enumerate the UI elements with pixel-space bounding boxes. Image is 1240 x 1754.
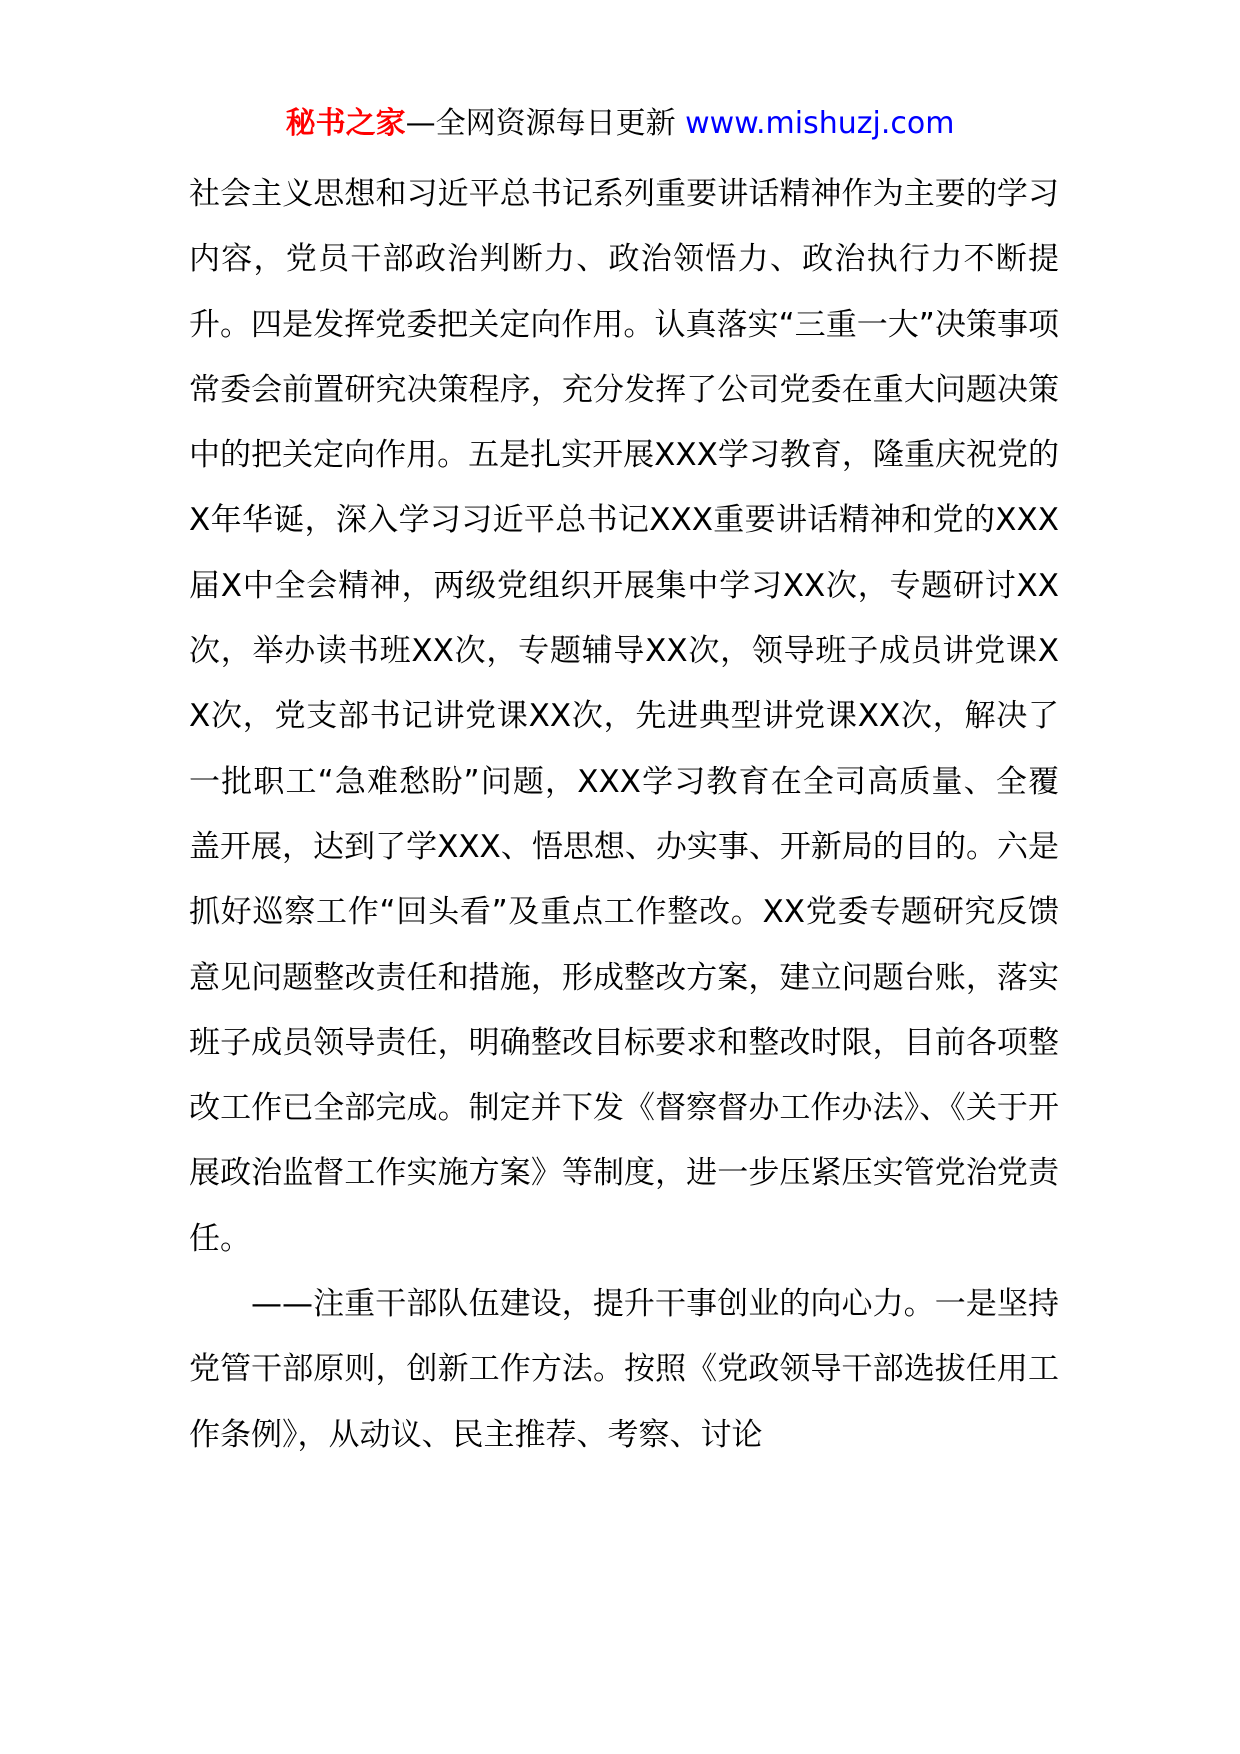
header-tagline: —全网资源每日更新 (405, 106, 676, 141)
website-link[interactable]: www.mishuzj.com (685, 106, 955, 141)
brand-name: 秘书之家 (285, 106, 406, 141)
document-body (189, 162, 1059, 1468)
paragraph-cadre-team: ——注重干部队伍建设，提升干事创业的向心力。一是坚持党管干部原则，创新工作方法。按照《党政领导干部选拔任用工作条例》，从动议、民主推荐、考察、讨论 (189, 1286, 1059, 1453)
paragraph-continuation: 社会主义思想和习近平总书记系列重要讲话精神作为主要的学习内容，党员干部政治判断力、政治领悟力、政治执行力不断提升。四是发挥党委把关定向作用。认真落实“三重一大”决策事项常委会前置研究决策程序，充分发挥了公司党委在重大问题决策中的把关定向作用。五是扎实开展XXX学习教育，隆重庆祝党的X年华诞，深入学习习近平总书记XXX重要讲话精神和党的XXX届X中全会精神，两级党组织开展集中学习XX次，专题研讨XX次，举办读书班XX次，专题辅导XX次，领导班子成员讲党课XX次，党支部书记讲党课XX次，先进典型讲党课XX次，解决了一批职工“急难愁盼”问题，XXX学习教育在全司高质量、全覆盖开展，达到了学XXX、悟思想、办实事、开新局的目的。六是抓好巡察工作“回头看”及重点工作整改。XX党委专题研究反馈意见问题整改责任和措施，形成整改方案，建立问题台账，落实班子成员领导责任，明确整改目标要求和整改时限，目前各项整改工作已全部完成。制定并下发《督察督办工作办法》、《关于开展政治监督工作实施方案》等制度，进一步压紧压实管党治党责任。 (189, 176, 1059, 1257)
page-header (0, 104, 1240, 144)
